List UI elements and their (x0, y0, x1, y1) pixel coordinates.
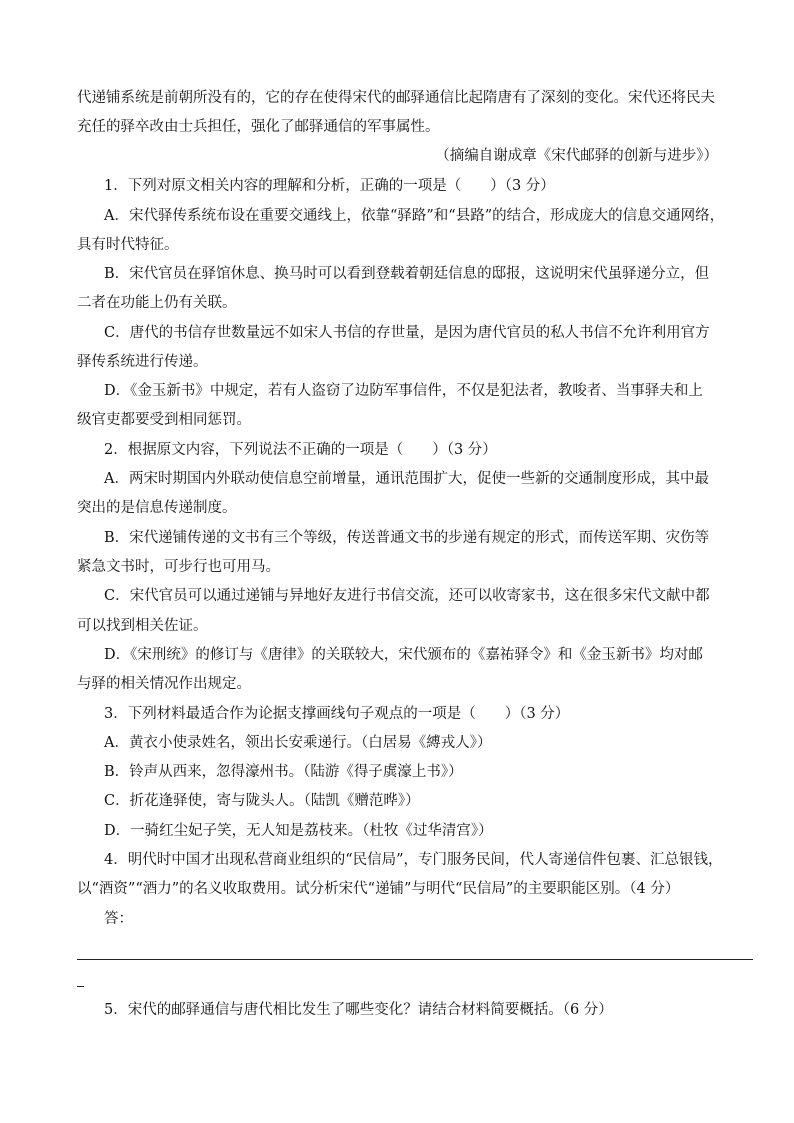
q3-option-c: C．折花逢驿使，寄与陇头人。（陆凯《赠范晔》） (104, 793, 420, 809)
q3-option-a: A．黄衣小使录姓名，领出长安乘递行。（白居易《縛戎人》） (104, 735, 492, 751)
q1-stem: 1．下列对原文相关内容的理解和分析，正确的一项是（ ）（3 分） (104, 178, 555, 194)
q1-option-d: D．《金玉新书》中规定，若有人盗窃了边防军事信件，不仅是犯法者，教唆者、当事驿夫和上 (104, 383, 703, 399)
intro-line-1: 代递铺系统是前朝所没有的，它的存在使得宋代的邮驿通信比起隋唐有了深刻的变化。宋代还将民夫 (77, 90, 715, 106)
q1-option-d-cont: 级官吏都要受到相同惩罚。 (77, 412, 251, 428)
q1-option-c-cont: 驿传系统进行传递。 (77, 354, 208, 370)
intro-line-2: 充任的驿卒改由士兵担任，强化了邮驿通信的军事属性。 (77, 119, 440, 135)
q2-option-c: C．宋代官员可以通过递铺与异地好友进行书信交流，还可以收寄家书，这在很多宋代文献中都 (104, 588, 710, 604)
answer-label: 答： (104, 911, 133, 927)
q1-option-a-cont: 具有时代特征。 (77, 237, 179, 253)
answer-line-end-mark (77, 986, 84, 987)
q1-option-c: C．唐代的书信存世数量远不如宋人书信的存世量，是因为唐代官员的私人书信不允许利用官方 (104, 325, 710, 341)
q5-stem: 5．宋代的邮驿通信与唐代相比发生了哪些变化？请结合材料简要概括。（6 分） (104, 1002, 613, 1018)
q3-option-b: B．铃声从西来，忽得濠州书。（陆游《得子虡濠上书》） (104, 764, 463, 780)
answer-line[interactable] (77, 959, 753, 960)
q2-option-a: A．两宋时期国内外联动使信息空前增量，通讯范围扩大，促使一些新的交通制度形成，其中最 (104, 471, 709, 487)
q2-option-a-cont: 突出的是信息传递制度。 (77, 500, 237, 516)
q2-option-b-cont: 紧急文书时，可步行也可用马。 (77, 559, 280, 575)
q2-stem: 2．根据原文内容，下列说法不正确的一项是（ ）（3 分） (104, 442, 497, 458)
q1-option-b: B．宋代官员在驿馆休息、换马时可以看到登载着朝廷信息的邸报，这说明宋代虽驿递分立，但 (104, 266, 710, 282)
q2-option-d-cont: 与驿的相关情况作出规定。 (77, 676, 251, 692)
q2-option-b: B．宋代递铺传递的文书有三个等级，传送普通文书的步递有规定的形式，而传送军期、灾伤等 (104, 530, 710, 546)
q2-option-c-cont: 可以找到相关佐证。 (77, 618, 208, 634)
q2-option-d: D．《宋刑统》的修订与《唐律》的关联较大，宋代颁布的《嘉祐驿令》和《金玉新书》均对邮 (104, 647, 703, 663)
source-citation: （摘编自谢成章《宋代邮驿的创新与进步》） (435, 148, 718, 164)
q4-stem: 4．明代时中国才出现私营商业组织的“民信局”，专门服务民间，代人寄递信件包裹、汇总银钱， (104, 852, 723, 868)
q3-option-d: D．一骑红尘妃子笑，无人知是荔枝来。（杜牧《过华清宫》） (104, 823, 493, 839)
q1-option-b-cont: 二者在功能上仍有关联。 (77, 295, 237, 311)
q3-stem: 3．下列材料最适合作为论据支撑画线句子观点的一项是（ ）（3 分） (104, 706, 570, 722)
q1-option-a: A．宋代驿传系统布设在重要交通线上，依靠“驿路”和“县路”的结合，形成庞大的信息交通网络， (104, 208, 725, 224)
q4-stem-cont: 以“酒资”“酒力”的名义收取费用。试分析宋代“递铺”与明代“民信局”的主要职能区别。（4 分） (77, 881, 680, 897)
